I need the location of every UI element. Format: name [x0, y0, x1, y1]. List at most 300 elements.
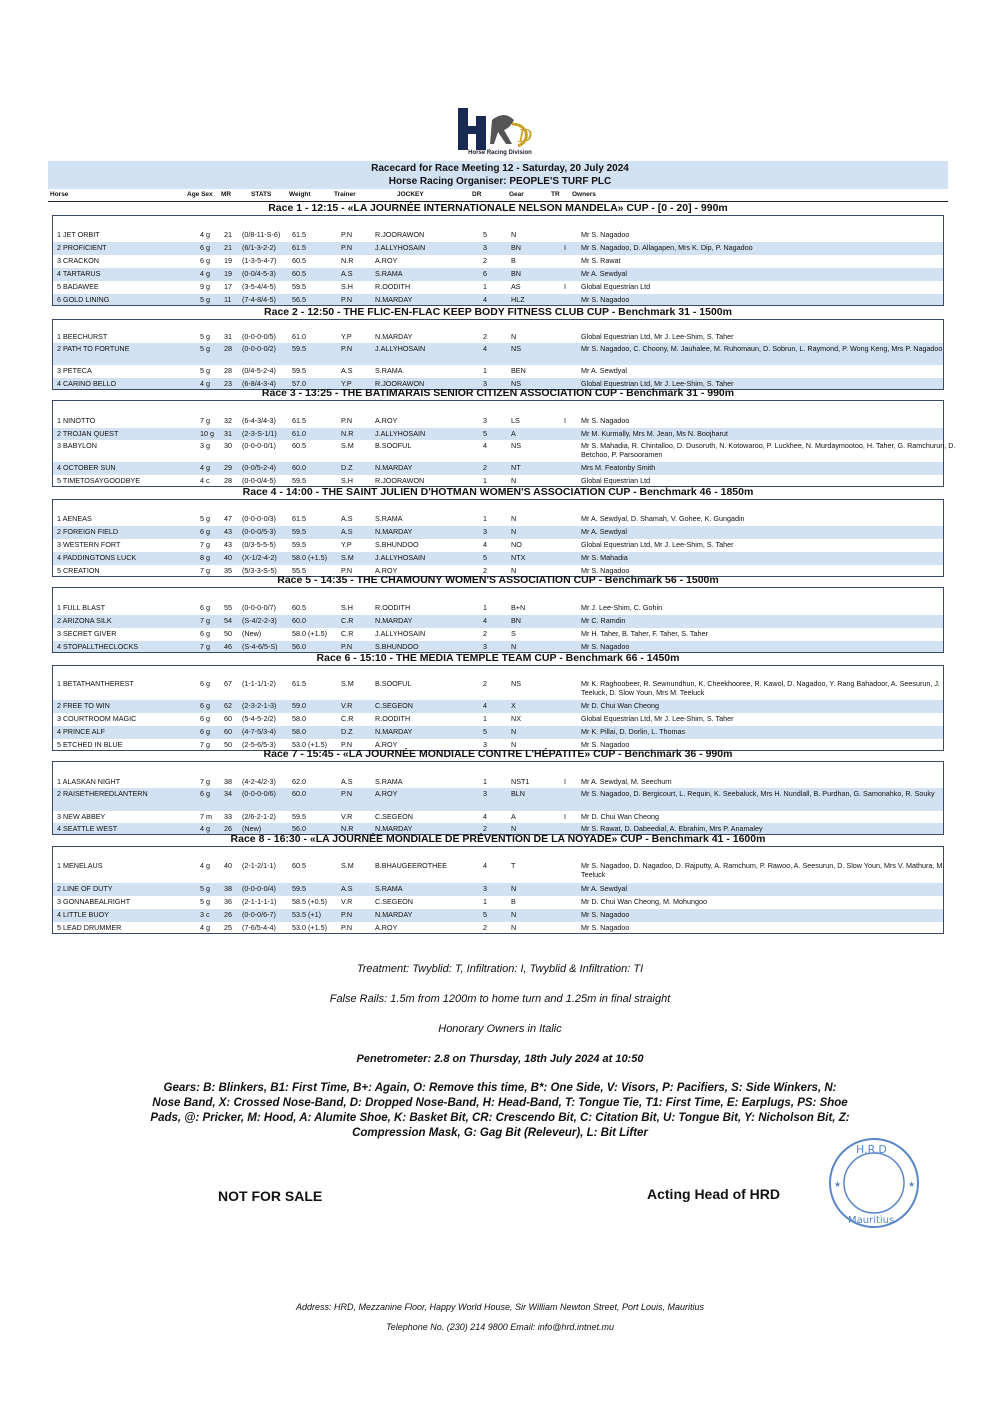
- race-table: [52, 587, 944, 653]
- runner-stats: (1-3-5-4-7): [242, 256, 277, 265]
- runner-owners: Mr S. Nagadoo: [581, 642, 630, 651]
- runner-gear: N: [511, 230, 517, 239]
- runner-trainer: P.N: [341, 566, 353, 575]
- runner-gear: A: [511, 429, 516, 438]
- svg-text:D: D: [518, 126, 533, 147]
- runner-trainer: P.N: [341, 740, 353, 749]
- runner-horse: 2 LINE OF DUTY: [57, 884, 113, 893]
- runner-horse: 4 OCTOBER SUN: [57, 463, 116, 472]
- runner-weight: 59.5: [292, 366, 306, 375]
- runner-age: 6 g: [200, 701, 210, 710]
- runner-gear: LS: [511, 416, 520, 425]
- runner-dr: 5: [483, 230, 487, 239]
- runner-trainer: P.N: [341, 416, 353, 425]
- runner-horse: 4 CARINO BELLO: [57, 379, 117, 388]
- organiser-title: Horse Racing Organiser: PEOPLE'S TURF PLC: [388, 176, 612, 187]
- runner-age: 4 c: [200, 476, 210, 485]
- runner-trainer: V.R: [341, 897, 353, 906]
- runner-dr: 2: [483, 332, 487, 341]
- runner-trainer: A.S: [341, 269, 353, 278]
- runner-trainer: S.M: [341, 441, 354, 450]
- runner-jockey: R.OODITH: [375, 714, 411, 723]
- runner-mr: 31: [224, 332, 232, 341]
- runner-stats: (6-4-3/4-3): [242, 416, 276, 425]
- runner-row: [53, 552, 943, 565]
- runner-age: 3 g: [200, 441, 210, 450]
- runner-horse: 3 SECRET GIVER: [57, 629, 117, 638]
- runner-age: 7 g: [200, 540, 210, 549]
- runner-jockey: A.ROY: [375, 923, 398, 932]
- runner-horse: 1 FULL BLAST: [57, 603, 106, 612]
- runner-owners: Global Equestrian Ltd: [581, 476, 651, 485]
- runner-gear: NT: [511, 463, 521, 472]
- runner-horse: 3 NEW ABBEY: [57, 812, 106, 821]
- race-title: Race 5 - 14:35 - THE CHAMOUNY WOMEN'S ASSOCIATION CUP - Benchmark 56 - 1500m: [277, 574, 719, 586]
- runner-mr: 35: [224, 566, 232, 575]
- telephone: Telephone No. (230) 214 9800 Email: info@hrd.intnet.mu: [386, 1322, 614, 1332]
- runner-stats: (2-3-S-1/1): [242, 429, 277, 438]
- runner-dr: 3: [483, 789, 487, 798]
- runner-jockey: R.OODITH: [375, 282, 411, 291]
- runner-weight: 59.5: [292, 884, 306, 893]
- runner-trainer: P.N: [341, 910, 353, 919]
- runner-jockey: A.ROY: [375, 789, 398, 798]
- runner-gear: N: [511, 642, 517, 651]
- runner-age: 4 g: [200, 379, 210, 388]
- runner-row: [53, 281, 943, 294]
- runner-owners: Mr A. Sewdyal: [581, 269, 627, 278]
- runner-tr: I: [564, 243, 566, 252]
- runner-age: 4 g: [200, 463, 210, 472]
- runner-stats: (0-0-0-0/1): [242, 441, 276, 450]
- runner-mr: 19: [224, 269, 232, 278]
- runner-age: 5 g: [200, 295, 210, 304]
- runner-weight: 62.0: [292, 777, 306, 786]
- runner-trainer: A.S: [341, 514, 353, 523]
- runner-weight: 60.0: [292, 616, 306, 625]
- runner-row: [53, 628, 943, 641]
- runner-age: 6 g: [200, 629, 210, 638]
- runner-owners: Global Equestrian Ltd, Mr J. Lee-Shim, S. Taher: [581, 379, 734, 388]
- false-rails-note: False Rails: 1.5m from 1200m to home turn and 1.25m in final straight: [329, 993, 671, 1005]
- runner-dr: 1: [483, 897, 487, 906]
- runner-jockey: R.JOORAWON: [375, 230, 425, 239]
- runner-gear: N: [511, 514, 517, 523]
- runner-mr: 17: [224, 282, 232, 291]
- runner-stats: (2-1-2/1-1): [242, 861, 276, 870]
- runner-owners: Mr J. Lee-Shim, C. Gohin: [581, 603, 663, 612]
- runner-jockey: S.RAMA: [375, 514, 403, 523]
- runner-owners: Mr A. Sewdyal, D. Shamah, V. Gohee, K. Gungadin: [581, 514, 745, 523]
- runner-age: 6 g: [200, 243, 210, 252]
- runner-weight: 59.5: [292, 344, 306, 353]
- runner-age: 8 g: [200, 553, 210, 562]
- runner-horse: 1 BETATHANTHEREST: [57, 679, 134, 688]
- runner-row: [53, 255, 943, 268]
- runner-weight: 58.0: [292, 714, 306, 723]
- runner-age: 7 g: [200, 566, 210, 575]
- runner-horse: 1 NINOTTO: [57, 416, 96, 425]
- runner-dr: 4: [483, 701, 487, 710]
- runner-weight: 58.0 (+1.5): [292, 553, 327, 562]
- runner-gear: BN: [511, 616, 521, 625]
- runner-age: 7 g: [200, 740, 210, 749]
- runner-owners: Global Equestrian Ltd, Mr J. Lee-Shim, S. Taher: [581, 714, 734, 723]
- honorary-note: Honorary Owners in Italic: [438, 1023, 562, 1035]
- col-weight: Weight: [289, 191, 311, 198]
- col-stats: STATS: [251, 191, 272, 198]
- runner-owners: Mr A. Sewdyal: [581, 884, 627, 893]
- runner-mr: 38: [224, 777, 232, 786]
- runner-stats: (1-1-1/1-2): [242, 679, 276, 688]
- runner-stats: (New): [242, 629, 262, 638]
- runner-dr: 2: [483, 824, 487, 833]
- runner-gear: B+N: [511, 603, 526, 612]
- runner-mr: 40: [224, 553, 232, 562]
- runner-jockey: C.SEGEON: [375, 812, 413, 821]
- runner-weight: 61.0: [292, 332, 306, 341]
- runner-horse: 4 PADDINGTONS LUCK: [57, 553, 137, 562]
- runner-jockey: R.OODITH: [375, 603, 411, 612]
- runner-row: [53, 615, 943, 628]
- runner-horse: 2 FOREIGN FIELD: [57, 527, 119, 536]
- runner-mr: 43: [224, 527, 232, 536]
- runner-dr: 1: [483, 476, 487, 485]
- runner-row: [53, 700, 943, 713]
- runner-weight: 59.5: [292, 812, 306, 821]
- svg-text:★: ★: [834, 1180, 842, 1189]
- runner-trainer: S.M: [341, 679, 354, 688]
- runner-horse: 2 PROFICIENT: [57, 243, 107, 252]
- runner-gear: S: [511, 629, 516, 638]
- runner-gear: AS: [511, 282, 521, 291]
- race-title: Race 1 - 12:15 - «LA JOURNÉE INTERNATIONALE NELSON MANDELA» CUP - [0 - 20] - 990m: [268, 202, 728, 214]
- runner-weight: 56.0: [292, 824, 306, 833]
- runner-row: [53, 883, 943, 896]
- runner-mr: 32: [224, 416, 232, 425]
- runner-owners: Mr A. Sewdyal: [581, 366, 627, 375]
- runner-trainer: S.H: [341, 476, 353, 485]
- runner-dr: 5: [483, 553, 487, 562]
- runner-trainer: N.R: [341, 256, 354, 265]
- runner-jockey: S.RAMA: [375, 777, 403, 786]
- runner-stats: (2-5-6/5-3): [242, 740, 276, 749]
- runner-mr: 26: [224, 910, 232, 919]
- runner-weight: 61.5: [292, 679, 306, 688]
- runner-mr: 11: [224, 295, 232, 304]
- runner-stats: (0-0/5-2-4): [242, 463, 276, 472]
- runner-mr: 21: [224, 243, 232, 252]
- runner-gear: NO: [511, 540, 522, 549]
- runner-owners: Mr S. Mahadia: [581, 553, 628, 562]
- runner-mr: 47: [224, 514, 232, 523]
- runner-weight: 60.5: [292, 861, 306, 870]
- runner-row: [53, 539, 943, 552]
- runner-trainer: A.S: [341, 777, 353, 786]
- runner-horse: 4 TARTARUS: [57, 269, 101, 278]
- runner-dr: 4: [483, 441, 487, 450]
- runner-jockey: A.ROY: [375, 740, 398, 749]
- runner-mr: 40: [224, 861, 232, 870]
- runner-mr: 30: [224, 441, 232, 450]
- runner-dr: 1: [483, 514, 487, 523]
- runner-dr: 1: [483, 603, 487, 612]
- runner-weight: 60.0: [292, 789, 306, 798]
- runner-jockey: S.BHUNDOO: [375, 540, 419, 549]
- runner-owners: Mr S. Nagadoo, D. Bergicourt, L. Requin, K. Seebaluck, Mrs H. Nundlall, B. Purdhan, G. Samonahko, R. Souky: [581, 789, 935, 798]
- runner-trainer: P.N: [341, 344, 353, 353]
- runner-row: [53, 440, 956, 462]
- runner-jockey: A.ROY: [375, 256, 398, 265]
- runner-owners: Mr S. Nagadoo: [581, 910, 630, 919]
- runner-gear: N: [511, 740, 517, 749]
- runner-weight: 53.0 (+1.5): [292, 923, 327, 932]
- runner-gear: X: [511, 701, 516, 710]
- runner-row: [53, 513, 943, 526]
- runner-horse: 2 RAISETHEREDLANTERN: [57, 789, 148, 798]
- runner-owners: Mrs M. Featonby Smith: [581, 463, 656, 472]
- runner-age: 5 g: [200, 884, 210, 893]
- runner-trainer: A.S: [341, 527, 353, 536]
- runner-mr: 21: [224, 230, 232, 239]
- runner-owners: Global Equestrian Ltd: [581, 282, 651, 291]
- runner-dr: 4: [483, 295, 487, 304]
- runner-age: 6 g: [200, 727, 210, 736]
- runner-gear: N: [511, 476, 517, 485]
- runner-owners: Mr S. Nagadoo: [581, 566, 630, 575]
- runner-mr: 38: [224, 884, 232, 893]
- runner-weight: 58.0: [292, 727, 306, 736]
- runner-dr: 3: [483, 740, 487, 749]
- runner-mr: 50: [224, 629, 232, 638]
- race-table: [52, 319, 944, 390]
- runner-horse: 4 LITTLE BUOY: [57, 910, 109, 919]
- runner-gear: A: [511, 812, 516, 821]
- runner-stats: (4-2-4/2-3): [242, 777, 276, 786]
- runner-weight: 61.5: [292, 416, 306, 425]
- runner-stats: (0/3-5-5-5): [242, 540, 276, 549]
- runner-dr: 2: [483, 566, 487, 575]
- address: Address: HRD, Mezzanine Floor, Happy World House, Sir William Newton Street, Port Louis, Mauritius: [295, 1302, 705, 1312]
- runner-age: 5 g: [200, 332, 210, 341]
- runner-owners: Mr K. Raghoobeer, R. Sewnundhun, K. Cheekhooree, R. Kawol, D. Nagadoo, Y. Rang Bahadoor, A. Seesurun, J. Teeluck, D. Slow Youn, Mrs M. Teeluck: [581, 679, 940, 697]
- col-mr: MR: [221, 191, 232, 198]
- runner-jockey: J.ALLYHOSAIN: [375, 429, 426, 438]
- col-trainer: Trainer: [334, 191, 356, 198]
- runner-dr: 4: [483, 540, 487, 549]
- runner-gear: N: [511, 566, 517, 575]
- runner-jockey: S.RAMA: [375, 884, 403, 893]
- runner-dr: 2: [483, 463, 487, 472]
- runner-weight: 56.0: [292, 642, 306, 651]
- runner-row: [53, 860, 943, 883]
- runner-dr: 1: [483, 714, 487, 723]
- runner-row: [53, 788, 943, 811]
- race-title: Race 6 - 15:10 - THE MEDIA TEMPLE TEAM CUP - Benchmark 66 - 1450m: [316, 652, 680, 664]
- runner-age: 5 g: [200, 344, 210, 353]
- runner-horse: 6 GOLD LINING: [57, 295, 110, 304]
- runner-jockey: J.ALLYHOSAIN: [375, 243, 426, 252]
- runner-age: 4 g: [200, 861, 210, 870]
- runner-stats: (0-0-0/5-3): [242, 527, 276, 536]
- runner-gear: NX: [511, 714, 521, 723]
- logo-caption: Horse Racing Division: [468, 150, 532, 156]
- runner-owners: Mr S. Mahadia, R. Chintalloo, D. Dusoruth, N. Kotowaroo, P. Luckhee, N. Murdaymootoo, H. Taher, G. Ramchurun, D. Betchoo, P. Parsooramen: [581, 441, 956, 459]
- runner-jockey: A.ROY: [375, 566, 398, 575]
- runner-stats: (5-4-5-2/2): [242, 714, 276, 723]
- runner-owners: Mr S. Nagadoo: [581, 923, 630, 932]
- runner-stats: (2/6-2-1-2): [242, 812, 276, 821]
- runner-horse: 3 PETECA: [57, 366, 92, 375]
- runner-jockey: C.SEGEON: [375, 897, 413, 906]
- runner-gear: BLN: [511, 789, 525, 798]
- runner-weight: 59.5: [292, 476, 306, 485]
- runner-trainer: N.R: [341, 429, 354, 438]
- race-table: [52, 400, 956, 487]
- runner-horse: 5 CREATION: [57, 566, 100, 575]
- runner-weight: 59.5: [292, 527, 306, 536]
- runner-age: 7 g: [200, 616, 210, 625]
- runner-row: [53, 896, 943, 909]
- runner-gear: T: [511, 861, 516, 870]
- runner-owners: Mr S. Nagadoo, C. Choony, M. Jauhalee, M. Ruhomaun, D. Sobrun, L. Raymond, P. Wong Keng, Mrs P. Nagadoo: [581, 344, 943, 353]
- runner-trainer: S.H: [341, 282, 353, 291]
- runner-age: 9 g: [200, 282, 210, 291]
- runner-horse: 3 COURTROOM MAGIC: [57, 714, 137, 723]
- runner-row: [53, 242, 943, 255]
- runner-stats: (0-0-0-0/3): [242, 514, 276, 523]
- runner-mr: 25: [224, 923, 232, 932]
- runner-age: 6 g: [200, 603, 210, 612]
- runner-trainer: Y.P: [341, 332, 352, 341]
- runner-row: [53, 713, 943, 726]
- runner-weight: 60.5: [292, 269, 306, 278]
- col-owners: Owners: [572, 191, 596, 198]
- runner-trainer: C.R: [341, 714, 354, 723]
- runner-horse: 3 CRACKON: [57, 256, 99, 265]
- treatment-note: Treatment: Twyblid: T, Infiltration: I, Twyblid & Infiltration: TI: [356, 963, 644, 975]
- runner-horse: 4 SEATTLE WEST: [57, 824, 118, 833]
- runner-horse: 1 ALASKAN NIGHT: [57, 777, 121, 786]
- runner-weight: 53.0 (+1.5): [292, 740, 327, 749]
- runner-tr: I: [564, 812, 566, 821]
- runner-stats: (0-0-0-0/5): [242, 332, 276, 341]
- runner-row: [53, 415, 943, 428]
- runner-stats: (6/1-3-2-2): [242, 243, 276, 252]
- runner-gear: B: [511, 897, 516, 906]
- runner-stats: (2-3-2-1-3): [242, 701, 277, 710]
- runner-weight: 56.5: [292, 295, 306, 304]
- runner-mr: 46: [224, 642, 232, 651]
- runner-horse: 5 BADAWEE: [57, 282, 99, 291]
- runner-stats: (0-0/4-5-3): [242, 269, 276, 278]
- runner-horse: 4 STOPALLTHECLOCKS: [57, 642, 139, 651]
- runner-trainer: P.N: [341, 230, 353, 239]
- runner-weight: 61.0: [292, 429, 306, 438]
- runner-dr: 1: [483, 366, 487, 375]
- runner-dr: 5: [483, 910, 487, 919]
- runner-dr: 1: [483, 282, 487, 291]
- runner-mr: 28: [224, 344, 232, 353]
- runner-age: 6 g: [200, 679, 210, 688]
- stamp-bottom-text: Mauritius: [848, 1215, 895, 1226]
- col-horse: Horse: [50, 191, 69, 198]
- runner-horse: 1 AENEAS: [57, 514, 92, 523]
- runner-age: 5 g: [200, 897, 210, 906]
- runner-stats: (4-7-5/3-4): [242, 727, 276, 736]
- runner-stats: (S-4-6/5-S): [242, 642, 278, 651]
- penetrometer-note: Penetrometer: 2.8 on Thursday, 18th July 2024 at 10:50: [356, 1053, 644, 1065]
- runner-stats: (3-5-4/4-5): [242, 282, 276, 291]
- runner-dr: 2: [483, 629, 487, 638]
- runner-dr: 3: [483, 379, 487, 388]
- runner-age: 6 g: [200, 714, 210, 723]
- runner-mr: 31: [224, 429, 232, 438]
- runner-weight: 60.5: [292, 603, 306, 612]
- runner-stats: (0-0-0-0/4): [242, 884, 276, 893]
- runner-tr: I: [564, 777, 566, 786]
- runner-mr: 50: [224, 740, 232, 749]
- runner-stats: (0/4-5-2-4): [242, 366, 276, 375]
- runner-age: 6 g: [200, 527, 210, 536]
- runner-row: [53, 365, 943, 378]
- runner-jockey: R.JOORAWON: [375, 476, 425, 485]
- runner-age: 4 g: [200, 923, 210, 932]
- runner-gear: NS: [511, 344, 521, 353]
- runner-weight: 60.5: [292, 441, 306, 450]
- runner-stats: (2-1-1-1-1): [242, 897, 277, 906]
- runner-jockey: B.BHAUGEEROTHEE: [375, 861, 447, 870]
- runner-age: 4 g: [200, 824, 210, 833]
- race-table: [52, 215, 944, 306]
- runner-owners: Mr H. Taher, B. Taher, F. Taher, S. Taher: [581, 629, 708, 638]
- runner-owners: Mr A. Sewdyal, M. Seechurn: [581, 777, 672, 786]
- runner-dr: 3: [483, 416, 487, 425]
- runner-trainer: D.Z: [341, 463, 353, 472]
- runner-dr: 4: [483, 812, 487, 821]
- runner-trainer: Y.P: [341, 379, 352, 388]
- col-jockey: JOCKEY: [397, 191, 424, 198]
- runner-horse: 2 TROJAN QUEST: [57, 429, 119, 438]
- runner-row: [53, 776, 943, 788]
- runner-owners: Mr D. Chui Wan Cheong, M. Mohungoo: [581, 897, 707, 906]
- runner-dr: 3: [483, 243, 487, 252]
- runner-row: [53, 294, 943, 305]
- runner-mr: 60: [224, 714, 232, 723]
- runner-stats: (0-0-0-0/7): [242, 603, 276, 612]
- runner-weight: 61.5: [292, 514, 306, 523]
- runner-trainer: A.S: [341, 366, 353, 375]
- runner-trainer: D.Z: [341, 727, 353, 736]
- runner-weight: 55.5: [292, 566, 306, 575]
- runner-trainer: V.R: [341, 701, 353, 710]
- runner-dr: 5: [483, 429, 487, 438]
- runner-gear: NTX: [511, 553, 526, 562]
- svg-text:★: ★: [908, 1180, 916, 1189]
- col-age-sex: Age Sex: [187, 191, 213, 198]
- runner-stats: (0-0-0/4-5): [242, 476, 276, 485]
- runner-owners: Mr K. Pillai, D. Dorlin, L. Thomas: [581, 727, 686, 736]
- runner-stats: (S-4/2-2-3): [242, 616, 277, 625]
- runner-owners: Mr S. Rawat, D. Dabeedial, A. Ebrahim, Mrs P. Anamaley: [581, 824, 763, 833]
- runner-horse: 5 ETCHED IN BLUE: [57, 740, 123, 749]
- runner-row: [53, 343, 943, 365]
- runner-horse: 3 WESTERN FORT: [57, 540, 121, 549]
- runner-horse: 2 ARIZONA SILK: [57, 616, 112, 625]
- runner-jockey: R.JOORAWON: [375, 379, 425, 388]
- race-title: Race 4 - 14:00 - THE SAINT JULIEN D'HOTMAN WOMEN'S ASSOCIATION CUP - Benchmark 46 - 1850m: [242, 486, 754, 498]
- runner-jockey: J.ALLYHOSAIN: [375, 629, 426, 638]
